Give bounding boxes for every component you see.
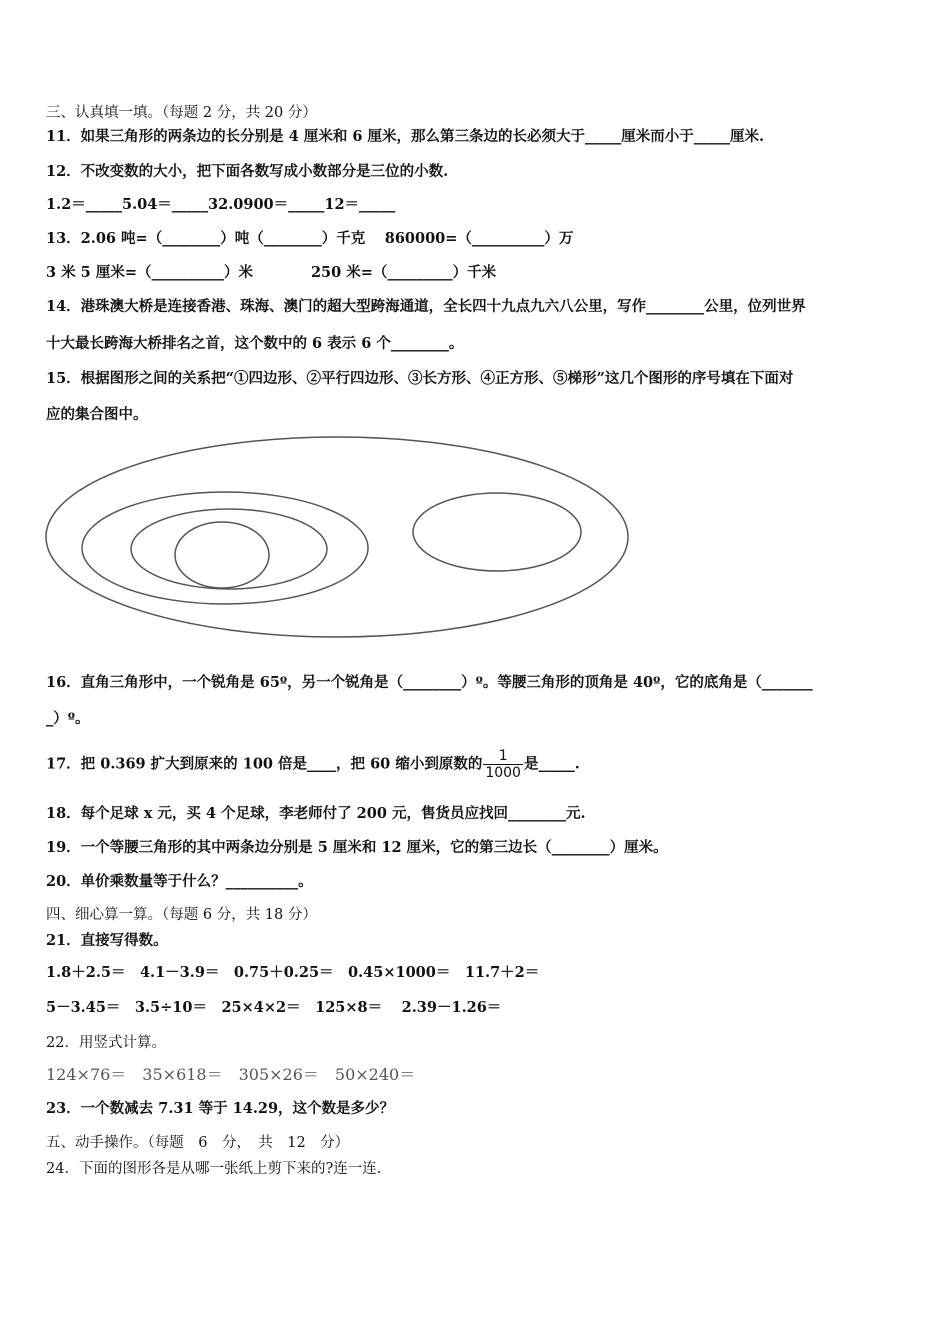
question-13-line1: 13．2.06 吨=（________）吨（________）千克 860000=（__________）万 <box>46 230 574 247</box>
fraction-one-thousandth <box>483 748 523 781</box>
square-set-ellipse <box>175 522 269 588</box>
section-3-heading: 三、认真填一填。（每题 2 分，共 20 分） <box>46 105 317 121</box>
question-15-line2: 应的集合图中。 <box>46 406 148 423</box>
question-12: 12．不改变数的大小，把下面各数写成小数部分是三位的小数. <box>46 163 449 180</box>
outer-set-ellipse <box>46 437 628 637</box>
question-21: 21．直接写得数。 <box>46 932 168 949</box>
question-14-line1: 14．港珠澳大桥是连接香港、珠海、澳门的超大型跨海通道，全长四十九点九六八公里，写作________公里，位列世界 <box>46 298 806 315</box>
question-16-line1: 16．直角三角形中，一个锐角是 65º，另一个锐角是（________）º。等腰三角形的顶角是 40º，它的底角是（_______ <box>46 674 813 691</box>
question-12-blanks: 1.2＝_____5.04＝_____32.0900＝_____12＝_____ <box>46 196 396 213</box>
question-16-line2: _）º。 <box>46 710 90 727</box>
question-15-line1: 15．根据图形之间的关系把“①四边形、②平行四边形、③长方形、④正方形、⑤梯形”这几个图形的序号填在下面对 <box>46 370 794 387</box>
question-22: 22．用竖式计算。 <box>46 1035 166 1051</box>
trapezoid-set-ellipse <box>413 493 581 571</box>
question-21-row1: 1.8＋2.5＝ 4.1－3.9＝ 0.75＋0.25＝ 0.45×1000＝ 11.7＋2＝ <box>46 964 540 981</box>
parallelogram-set-ellipse <box>131 509 327 589</box>
fraction-denominator: 1000 <box>485 765 521 781</box>
section-4-heading: 四、细心算一算。（每题 6 分，共 18 分） <box>46 907 317 923</box>
question-24: 24．下面的图形各是从哪一张纸上剪下来的?连一连. <box>46 1161 382 1177</box>
question-17 <box>46 748 580 781</box>
question-20: 20．单价乘数量等于什么？__________。 <box>46 873 313 890</box>
question-22-problems: 124×76＝ 35×618＝ 305×26＝ 50×240＝ <box>46 1065 416 1084</box>
question-11: 11．如果三角形的两条边的长分别是 4 厘米和 6 厘米，那么第三条边的长必须大于_____厘米而小于_____厘米. <box>46 128 765 145</box>
section-5-heading: 五、动手操作。（每题 6 分， 共 12 分） <box>46 1135 350 1151</box>
question-23: 23．一个数减去 7.31 等于 14.29，这个数是多少？ <box>46 1100 395 1117</box>
question-17-text: 17．把 0.369 扩大到原来的 100 倍是____，把 60 缩小到原数的 <box>46 755 483 773</box>
question-17-tail: 是_____. <box>523 755 580 773</box>
question-21-row2: 5－3.45＝ 3.5÷10＝ 25×4×2＝ 125×8＝ 2.39－1.26＝ <box>46 999 502 1016</box>
question-19: 19．一个等腰三角形的其中两条边分别是 5 厘米和 12 厘米，它的第三边长（________）厘米。 <box>46 839 668 856</box>
question-13-line2: 3 米 5 厘米=（__________）米 250 米=（_________）千米 <box>46 264 497 281</box>
question-14-line2: 十大最长跨海大桥排名之首，这个数中的 6 表示 6 个________。 <box>46 335 464 352</box>
question-18: 18．每个足球 x 元，买 4 个足球，李老师付了 200 元，售货员应找回________元. <box>46 805 586 822</box>
fraction-numerator: 1 <box>498 748 508 764</box>
